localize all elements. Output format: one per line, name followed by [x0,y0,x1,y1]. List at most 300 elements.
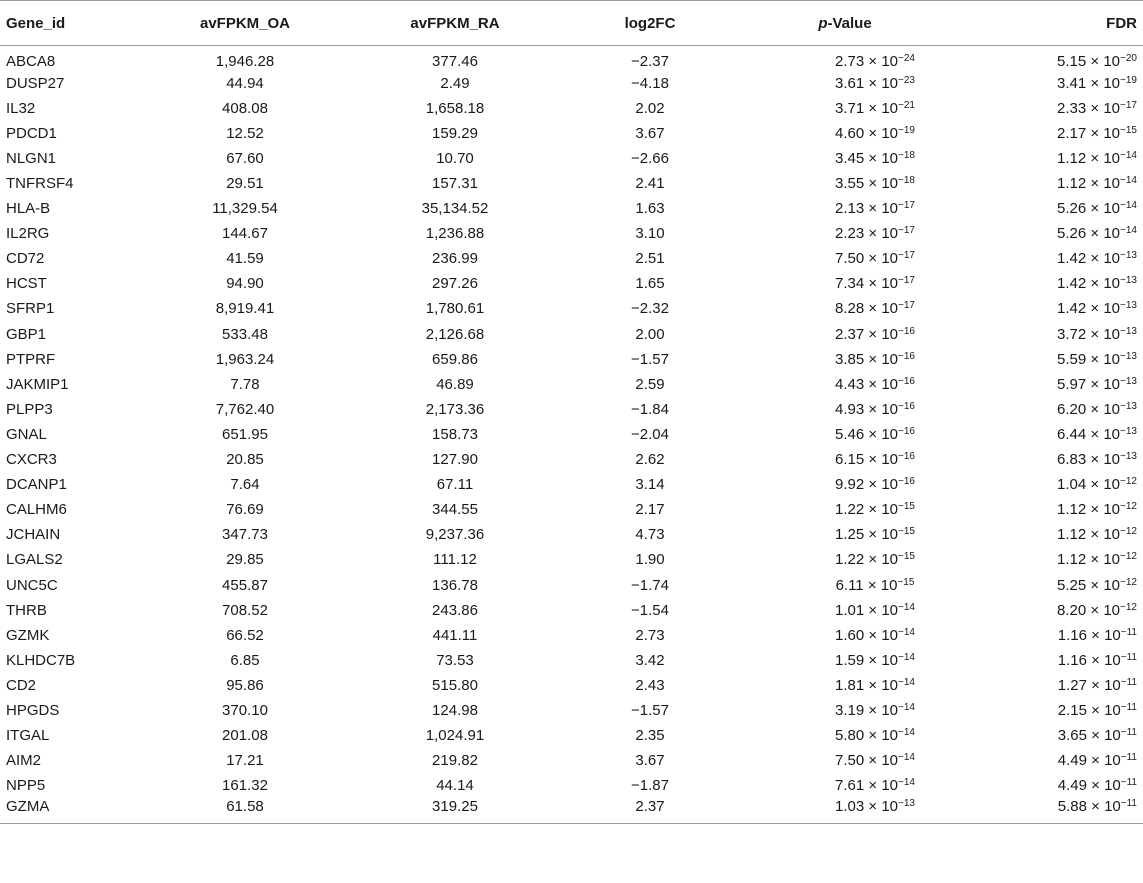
cell-p-value-mantissa: 7.61 [835,777,865,795]
table-row [0,572,1143,597]
cell-p-value-mantissa: 4.43 [835,375,865,393]
cell-fdr [960,171,1143,196]
table-row [0,522,1143,547]
cell-gene-id: GZMA [0,798,150,824]
cell-gene-id: JCHAIN [6,526,61,544]
cell-p-value-mantissa: 2.37 [835,325,865,343]
cell-fdr-mantissa: 1.12 [1057,149,1087,167]
cell-avfpkm-ra: 344.55 [432,501,478,519]
cell-p-value-times-ten: × 10 [868,99,899,117]
cell-fdr-exponent: −14 [1120,225,1137,237]
cell-fdr-mantissa: 1.16 [1057,626,1087,644]
cell-log2fc: 2.62 [635,451,665,469]
cell-avfpkm-ra: 73.53 [436,651,474,669]
cell-avfpkm-ra: 124.98 [432,701,478,719]
cell-fdr [960,522,1143,547]
cell-p-value-times-ten: × 10 [868,551,899,569]
cell-gene-id: IL32 [6,99,36,117]
cell-log2fc: 2.43 [635,676,665,694]
cell-avfpkm-ra: 158.73 [432,425,478,443]
cell-p-value-exponent: −24 [898,52,915,64]
cell-avfpkm-ra: 1,780.61 [425,300,485,318]
cell-fdr-mantissa: 6.83 [1057,451,1087,469]
cell-p-value-exponent: −14 [898,651,915,663]
cell-log2fc: 3.14 [635,476,665,494]
cell-avfpkm-oa: 708.52 [222,601,268,619]
cell-p-value-times-ten: × 10 [868,375,899,393]
cell-p-value-exponent: −15 [898,551,915,563]
header-avfpkm-oa: avFPKM_OA [150,1,340,46]
cell-fdr-times-ten: × 10 [1090,275,1121,293]
cell-p-value [730,623,960,648]
cell-avfpkm-oa: 7.64 [230,476,260,494]
cell-gene-id: CD2 [6,676,37,694]
table-row [0,347,1143,372]
cell-gene-id: PLPP3 [6,400,53,418]
cell-p-value-mantissa: 3.19 [835,701,865,719]
cell-avfpkm-oa: 408.08 [222,99,268,117]
cell-log2fc: −2.32 [631,300,669,318]
cell-p-value [730,447,960,472]
cell-avfpkm-oa: 41.59 [226,250,264,268]
cell-fdr-exponent: −13 [1120,350,1137,362]
table-row [0,598,1143,623]
cell-fdr-exponent: −15 [1120,124,1137,136]
cell-p-value [730,422,960,447]
cell-log2fc: −1.57 [631,350,669,368]
cell-p-value-mantissa: 5.80 [835,727,865,745]
cell-p-value-exponent: −14 [898,601,915,613]
cell-fdr-exponent: −12 [1120,601,1137,613]
cell-p-value-exponent: −15 [898,501,915,513]
cell-p-value-times-ten: × 10 [868,526,899,544]
cell-fdr-exponent: −13 [1120,400,1137,412]
table-row [0,46,1143,71]
cell-fdr-exponent: −11 [1120,701,1137,713]
cell-fdr-times-ten: × 10 [1090,300,1121,318]
cell-avfpkm-oa: 370.10 [222,701,268,719]
cell-p-value-times-ten: × 10 [868,149,899,167]
table-row [0,698,1143,723]
cell-p-value-mantissa: 8.28 [835,300,865,318]
table-row [0,271,1143,296]
cell-avfpkm-oa: 12.52 [226,124,264,142]
cell-fdr-times-ten: × 10 [1090,501,1121,519]
cell-fdr-exponent: −13 [1120,300,1137,312]
cell-p-value-exponent: −17 [898,300,915,312]
header-p-suffix: -Value [827,14,872,32]
cell-fdr-times-ten: × 10 [1090,200,1121,218]
cell-p-value [730,673,960,698]
cell-avfpkm-oa: 11,329.54 [212,200,278,218]
cell-fdr-mantissa: 1.12 [1057,551,1087,569]
cell-avfpkm-oa: 67.60 [226,149,264,167]
cell-p-value-times-ten: × 10 [868,200,899,218]
cell-p-value [730,497,960,522]
cell-p-value-exponent: −15 [898,526,915,538]
table-row [0,121,1143,146]
cell-fdr [960,572,1143,597]
cell-fdr-times-ten: × 10 [1090,74,1121,92]
cell-p-value-mantissa: 2.13 [835,200,865,218]
cell-log2fc: 2.59 [635,375,665,393]
cell-avfpkm-ra: 1,236.88 [425,225,485,243]
cell-fdr [960,46,1143,71]
cell-fdr-times-ten: × 10 [1090,476,1121,494]
cell-p-value-times-ten: × 10 [867,576,898,594]
cell-fdr-times-ten: × 10 [1090,576,1121,594]
table-row [0,96,1143,121]
cell-avfpkm-ra: 35,134.52 [421,200,489,218]
cell-log2fc: 1.63 [635,200,665,218]
cell-fdr-times-ten: × 10 [1090,250,1121,268]
cell-p-value-times-ten: × 10 [868,425,899,443]
cell-fdr-mantissa: 5.15 [1057,52,1087,70]
table-row [0,748,1143,773]
cell-avfpkm-oa: 6.85 [230,651,260,669]
cell-p-value-times-ten: × 10 [868,676,899,694]
cell-avfpkm-oa: 61.58 [150,798,340,824]
cell-log2fc: −1.84 [631,400,669,418]
cell-p-value-mantissa: 1.81 [835,676,865,694]
cell-p-value [730,296,960,321]
cell-fdr-mantissa: 2.33 [1057,99,1087,117]
cell-p-value-times-ten: × 10 [868,175,899,193]
cell-p-value [730,271,960,296]
cell-gene-id: PTPRF [6,350,56,368]
cell-log2fc: 4.73 [635,526,665,544]
cell-log2fc: −1.54 [631,601,669,619]
cell-gene-id: HLA-B [6,200,51,218]
cell-log2fc: 1.90 [635,551,665,569]
cell-avfpkm-ra: 659.86 [432,350,478,368]
cell-fdr-mantissa: 5.59 [1057,350,1087,368]
table-row [0,221,1143,246]
cell-p-value [730,522,960,547]
cell-fdr-exponent: −11 [1120,798,1137,810]
cell-p-value-exponent: −14 [898,727,915,739]
cell-p-value-mantissa: 1.22 [835,501,865,519]
cell-p-value [730,246,960,271]
cell-p-value-exponent: −16 [898,425,915,437]
cell-log2fc: −1.74 [631,576,669,594]
cell-gene-id: GNAL [6,425,47,443]
cell-fdr-exponent: −11 [1120,752,1137,764]
cell-log2fc: 2.51 [635,250,665,268]
cell-p-value-mantissa: 7.50 [835,250,865,268]
cell-fdr-exponent: −11 [1120,676,1137,688]
cell-gene-id: PDCD1 [6,124,57,142]
cell-p-value-exponent: −14 [898,777,915,789]
cell-fdr [960,447,1143,472]
cell-p-value-exponent: −15 [897,576,915,588]
table-row [0,171,1143,196]
cell-avfpkm-ra: 243.86 [432,601,478,619]
table-row [0,422,1143,447]
cell-p-value [730,372,960,397]
cell-p-value [730,773,960,798]
cell-gene-id: NPP5 [6,777,46,795]
cell-avfpkm-ra: 515.80 [432,676,478,694]
cell-fdr-exponent: −14 [1120,200,1137,212]
cell-p-value-exponent: −14 [898,626,915,638]
cell-avfpkm-ra: 127.90 [432,451,478,469]
cell-log2fc: 2.17 [635,501,665,519]
cell-p-value-times-ten: × 10 [868,752,899,770]
cell-log2fc: −1.57 [631,701,669,719]
cell-p-value-exponent: −13 [898,798,915,810]
cell-p-value [730,196,960,221]
cell-fdr [960,96,1143,121]
cell-gene-id: SFRP1 [6,300,55,318]
cell-fdr [960,623,1143,648]
cell-fdr [960,748,1143,773]
cell-avfpkm-oa: 29.51 [226,175,264,193]
cell-fdr-times-ten: × 10 [1090,325,1121,343]
cell-gene-id: CD72 [6,250,45,268]
cell-avfpkm-oa: 1,946.28 [215,52,275,70]
cell-fdr [960,146,1143,171]
cell-avfpkm-ra: 236.99 [432,250,478,268]
cell-avfpkm-ra: 157.31 [432,175,478,193]
cell-log2fc: 3.10 [635,225,665,243]
cell-p-value-exponent: −16 [898,325,915,337]
cell-avfpkm-oa: 161.32 [222,777,268,795]
cell-fdr-times-ten: × 10 [1090,425,1121,443]
cell-p-value-exponent: −14 [898,701,915,713]
cell-p-value [730,572,960,597]
cell-avfpkm-oa: 1,963.24 [215,350,275,368]
cell-p-value-mantissa: 3.45 [835,149,865,167]
cell-avfpkm-ra: 377.46 [432,52,478,70]
cell-fdr-times-ten: × 10 [1091,777,1121,795]
cell-p-value-times-ten: × 10 [868,300,899,318]
cell-fdr-times-ten: × 10 [1090,526,1121,544]
table-row [0,623,1143,648]
cell-avfpkm-oa: 7.78 [230,375,260,393]
cell-log2fc: 2.00 [635,325,665,343]
cell-log2fc: 1.65 [635,275,665,293]
cell-fdr-exponent: −13 [1120,425,1137,437]
cell-avfpkm-oa: 20.85 [226,451,264,469]
cell-p-value [730,347,960,372]
cell-gene-id: GZMK [6,626,50,644]
cell-avfpkm-ra: 67.11 [436,476,474,494]
cell-p-value [730,322,960,347]
cell-p-value [730,96,960,121]
header-p-letter: p [818,14,828,32]
cell-avfpkm-oa: 8,919.41 [215,300,275,318]
cell-p-value-times-ten: × 10 [868,52,899,70]
cell-fdr-times-ten: × 10 [1090,551,1121,569]
cell-fdr-mantissa: 8.20 [1057,601,1087,619]
cell-log2fc: 2.37 [570,798,730,824]
cell-fdr-exponent: −12 [1120,501,1137,513]
cell-gene-id: LGALS2 [6,551,63,569]
cell-avfpkm-oa: 66.52 [226,626,264,644]
cell-fdr-exponent: −13 [1120,250,1137,262]
cell-gene-id: AIM2 [6,752,42,770]
cell-fdr-exponent: −13 [1120,451,1137,463]
cell-log2fc: 2.73 [635,626,665,644]
cell-p-value-times-ten: × 10 [868,626,899,644]
cell-avfpkm-oa: 455.87 [222,576,268,594]
cell-fdr-exponent: −13 [1120,275,1137,287]
cell-avfpkm-oa: 201.08 [222,727,268,745]
table-row [0,798,1143,824]
cell-fdr-exponent: −17 [1120,99,1137,111]
cell-fdr [960,71,1143,96]
cell-p-value-times-ten: × 10 [868,798,899,816]
cell-fdr-mantissa: 2.15 [1057,701,1087,719]
cell-fdr-times-ten: × 10 [1090,175,1121,193]
cell-fdr-times-ten: × 10 [1090,451,1121,469]
cell-p-value [730,723,960,748]
cell-p-value-exponent: −19 [898,124,915,136]
cell-p-value [730,547,960,572]
cell-avfpkm-ra: 9,237.36 [425,526,485,544]
header-row [0,1,1143,46]
cell-p-value-times-ten: × 10 [868,727,899,745]
cell-fdr [960,271,1143,296]
cell-p-value-mantissa: 3.61 [835,74,865,92]
table-row [0,472,1143,497]
cell-log2fc: −1.87 [631,777,669,795]
cell-fdr-exponent: −20 [1120,52,1137,64]
table-row [0,547,1143,572]
cell-fdr-mantissa: 1.16 [1057,651,1087,669]
cell-p-value-times-ten: × 10 [868,124,899,142]
cell-p-value-mantissa: 1.59 [835,651,865,669]
cell-p-value-exponent: −17 [898,200,915,212]
cell-fdr-times-ten: × 10 [1091,676,1121,694]
cell-fdr-exponent: −12 [1120,476,1137,488]
cell-gene-id: JAKMIP1 [6,375,69,393]
cell-fdr-mantissa: 1.12 [1057,526,1087,544]
cell-log2fc: 3.67 [635,124,665,142]
cell-fdr-mantissa: 3.72 [1057,325,1087,343]
cell-fdr-times-ten: × 10 [1090,375,1121,393]
cell-p-value [730,798,960,824]
header-p-value [730,1,960,46]
cell-log2fc: −2.04 [631,425,669,443]
cell-p-value-exponent: −18 [898,149,915,161]
cell-fdr [960,121,1143,146]
cell-fdr-mantissa: 6.44 [1057,425,1087,443]
cell-p-value-exponent: −17 [898,225,915,237]
cell-fdr [960,472,1143,497]
cell-fdr-times-ten: × 10 [1090,124,1121,142]
cell-p-value-mantissa: 2.23 [835,225,865,243]
cell-p-value-times-ten: × 10 [868,501,899,519]
cell-fdr-mantissa: 5.97 [1057,375,1087,393]
cell-fdr-exponent: −12 [1120,551,1137,563]
cell-fdr-mantissa: 1.12 [1057,175,1087,193]
table-row [0,648,1143,673]
cell-p-value-mantissa: 1.01 [835,601,865,619]
cell-p-value [730,146,960,171]
cell-fdr [960,723,1143,748]
cell-fdr-exponent: −19 [1120,74,1137,86]
cell-avfpkm-oa: 651.95 [222,425,268,443]
cell-log2fc: −4.18 [631,74,669,92]
cell-fdr-mantissa: 3.41 [1057,74,1087,92]
cell-p-value-mantissa: 1.60 [835,626,865,644]
cell-fdr-times-ten: × 10 [1090,225,1121,243]
cell-p-value-times-ten: × 10 [868,400,899,418]
cell-p-value-mantissa: 1.03 [835,798,865,816]
cell-gene-id: DUSP27 [6,74,65,92]
cell-avfpkm-ra: 2,173.36 [425,400,485,418]
cell-gene-id: CALHM6 [6,501,67,519]
cell-fdr [960,372,1143,397]
cell-fdr [960,196,1143,221]
cell-log2fc: 3.67 [635,752,665,770]
cell-fdr-times-ten: × 10 [1090,400,1121,418]
cell-avfpkm-ra: 136.78 [432,576,478,594]
cell-avfpkm-ra: 297.26 [432,275,478,293]
table-row [0,447,1143,472]
cell-avfpkm-oa: 144.67 [222,225,268,243]
cell-fdr-exponent: −12 [1120,526,1137,538]
cell-fdr-mantissa: 4.49 [1057,752,1087,770]
cell-fdr-mantissa: 1.04 [1057,476,1087,494]
cell-fdr-mantissa: 3.65 [1057,727,1087,745]
cell-p-value-mantissa: 1.25 [835,526,865,544]
cell-gene-id: ITGAL [6,727,50,745]
table-row [0,372,1143,397]
cell-p-value-exponent: −16 [898,476,915,488]
cell-p-value-times-ten: × 10 [868,451,899,469]
cell-p-value-mantissa: 1.22 [835,551,865,569]
table-row [0,322,1143,347]
cell-fdr [960,322,1143,347]
cell-log2fc: 3.42 [635,651,665,669]
header-gene-id: Gene_id [0,1,150,46]
cell-avfpkm-ra: 2,126.68 [425,325,485,343]
cell-fdr-times-ten: × 10 [1090,601,1121,619]
cell-avfpkm-ra: 319.25 [340,798,570,824]
cell-fdr [960,673,1143,698]
cell-fdr [960,773,1143,798]
cell-p-value-times-ten: × 10 [868,350,899,368]
table-row [0,296,1143,321]
cell-fdr-mantissa: 5.26 [1057,225,1087,243]
cell-fdr-mantissa: 1.42 [1057,275,1087,293]
cell-p-value-exponent: −16 [898,400,915,412]
cell-avfpkm-ra: 159.29 [432,124,478,142]
cell-avfpkm-ra: 441.11 [432,626,478,644]
cell-fdr-mantissa: 1.42 [1057,250,1087,268]
header-fdr: FDR [960,1,1143,46]
cell-fdr [960,246,1143,271]
cell-p-value [730,598,960,623]
cell-p-value-mantissa: 4.93 [835,400,865,418]
cell-fdr-mantissa: 5.25 [1057,576,1087,594]
cell-p-value-times-ten: × 10 [868,651,899,669]
cell-p-value-times-ten: × 10 [868,74,899,92]
cell-log2fc: 2.35 [635,727,665,745]
cell-p-value [730,698,960,723]
table-header [0,1,1143,46]
cell-fdr-times-ten: × 10 [1090,52,1121,70]
table-body [0,46,1143,824]
cell-p-value-exponent: −17 [898,275,915,287]
cell-fdr-exponent: −13 [1120,375,1137,387]
cell-fdr [960,397,1143,422]
cell-fdr [960,598,1143,623]
cell-fdr [960,648,1143,673]
